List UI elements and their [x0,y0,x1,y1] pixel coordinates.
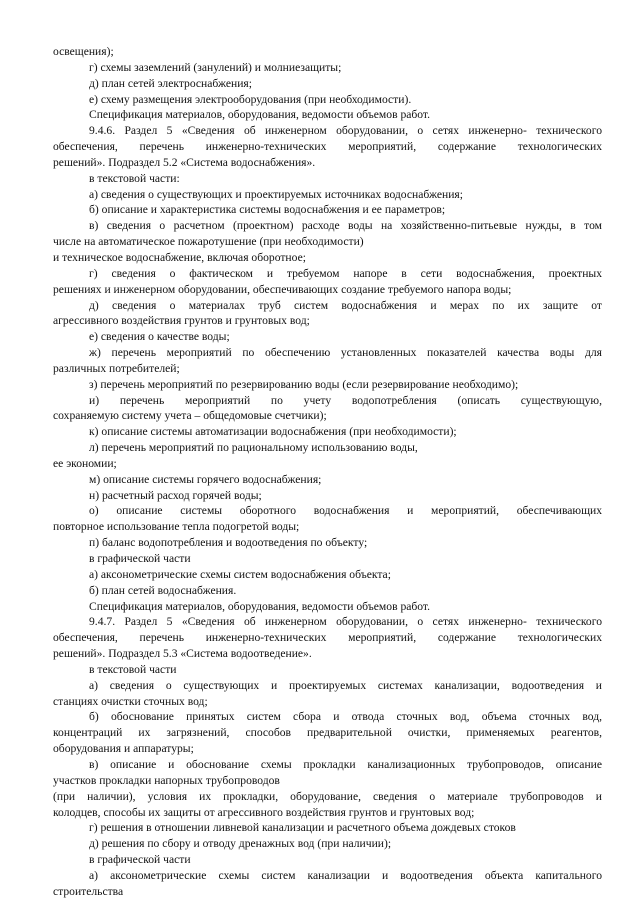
text-line: в графической части [89,853,191,867]
text-line: освещения); [53,45,114,58]
document-body [53,44,602,900]
text-line: в) сведения о расчетном (проектном) расходе воды на хозяйственно-питьевые нужды, в том [89,219,602,233]
text-line: д) план сетей электроснабжения; [89,76,252,90]
text-line: строительства [53,884,124,898]
text-line: и) перечень мероприятий по учету водопотребления (описать существующую, [89,393,602,407]
text-line: колодцев, способы их защиты от агрессивного воздействия грунтов и грунтовых вод; [53,805,475,819]
text-line: различных потребителей; [53,361,180,375]
text-line: б) описание и характеристика системы водоснабжения и ее параметров; [89,203,446,217]
text-line: (при наличии), условия их прокладки, оборудование, сведения о материале трубопроводов и [53,789,602,803]
text-line: решений». Подраздел 5.3 «Система водоотведение». [53,647,312,661]
text-line: обеспечения, перечень инженерно-технических мероприятий, содержание технологических [53,140,602,154]
text-line: г) схемы заземлений (занулений) и молниезащиты; [89,60,342,74]
text-line: сохраняемую систему учета – общедомовые счетчики); [53,409,327,423]
text-line: агрессивного воздействия грунтов и грунтовых вод; [53,314,310,328]
text-line: к) описание системы автоматизации водоснабжения (при необходимости); [89,425,457,439]
text-line: о) описание системы оборотного водоснабжения и мероприятий, обеспечивающих [89,504,602,518]
text-line: а) сведения о существующих и проектируемых источниках водоснабжения; [89,187,463,201]
text-line: решений». Подраздел 5.2 «Система водоснабжения». [53,155,316,169]
text-line: в) описание и обоснование схемы прокладки канализационных трубопроводов, описание [89,757,602,771]
text-line: д) сведения о материалах труб систем водоснабжения и мерах по их защите от [89,298,602,312]
text-line: п) баланс водопотребления и водоотведения по объекту; [89,536,368,550]
text-line: б) план сетей водоснабжения. [89,583,237,597]
text-line: з) перечень мероприятий по резервированию воды (если резервирование необходимо); [89,377,519,391]
text-line: и техническое водоснабжение, включая оборотное; [53,250,306,264]
text-line: в графической части [89,552,191,565]
text-line: н) расчетный расход горячей воды; [89,488,262,502]
text-line: обеспечения, перечень инженерно-технических мероприятий, содержание технологических [53,631,602,645]
text-line: а) сведения о существующих и проектируемых системах канализации, водоотведения и [89,678,602,692]
text-line: числе на автоматическое пожаротушение (при необходимости) [53,235,364,249]
text-line: г) сведения о фактическом и требуемом напоре в сети водоснабжения, проектных [89,266,602,280]
text-line: б) обоснование принятых систем сбора и отвода сточных вод, объема сточных вод, [89,710,602,724]
text-line: в текстовой части [89,662,177,676]
text-line: м) описание системы горячего водоснабжения; [89,472,322,486]
text-line: а) аксонометрические схемы систем водоснабжения объекта; [89,567,391,581]
text-line: станциях очистки сточных вод; [53,694,208,708]
text-line: а) аксонометрические схемы систем канализации и водоотведения объекта капитального [89,868,602,882]
text-line: решениях и инженерном оборудовании, обеспечивающих создание требуемого напора воды; [53,282,512,296]
text-line: 9.4.6. Раздел 5 «Сведения об инженерном оборудовании, о сетях инженерно- технического [89,124,602,138]
text-line: 9.4.7. Раздел 5 «Сведения об инженерном оборудовании, о сетях инженерно- технического [89,615,602,629]
text-line: л) перечень мероприятий по рациональному использованию воды, [89,441,418,455]
text-line: в текстовой части: [89,171,180,185]
text-line: Спецификация материалов, оборудования, ведомости объемов работ. [89,108,431,122]
text-line: повторное использование тепла подогретой воды; [53,520,300,534]
text-line: е) сведения о качестве воды; [89,330,230,344]
text-line: е) схему размещения электрооборудования (при необходимости). [89,92,412,106]
text-line: д) решения по сбору и отводу дренажных вод (при наличии); [89,837,392,851]
text-line: оборудования и аппаратуры; [53,742,194,756]
text-line: ж) перечень мероприятий по обеспечению установленных показателей качества воды для [89,346,602,360]
text-line: участков прокладки напорных трубопроводов [53,773,280,787]
text-line: Спецификация материалов, оборудования, ведомости объемов работ. [89,599,431,613]
text-line: г) решения в отношении ливневой канализации и расчетного объема дождевых стоков [89,821,516,835]
text-line: ее экономии; [53,456,117,470]
text-line: концентраций их загрязнений, способов предварительной очистки, применяемых реагентов, [53,726,602,740]
